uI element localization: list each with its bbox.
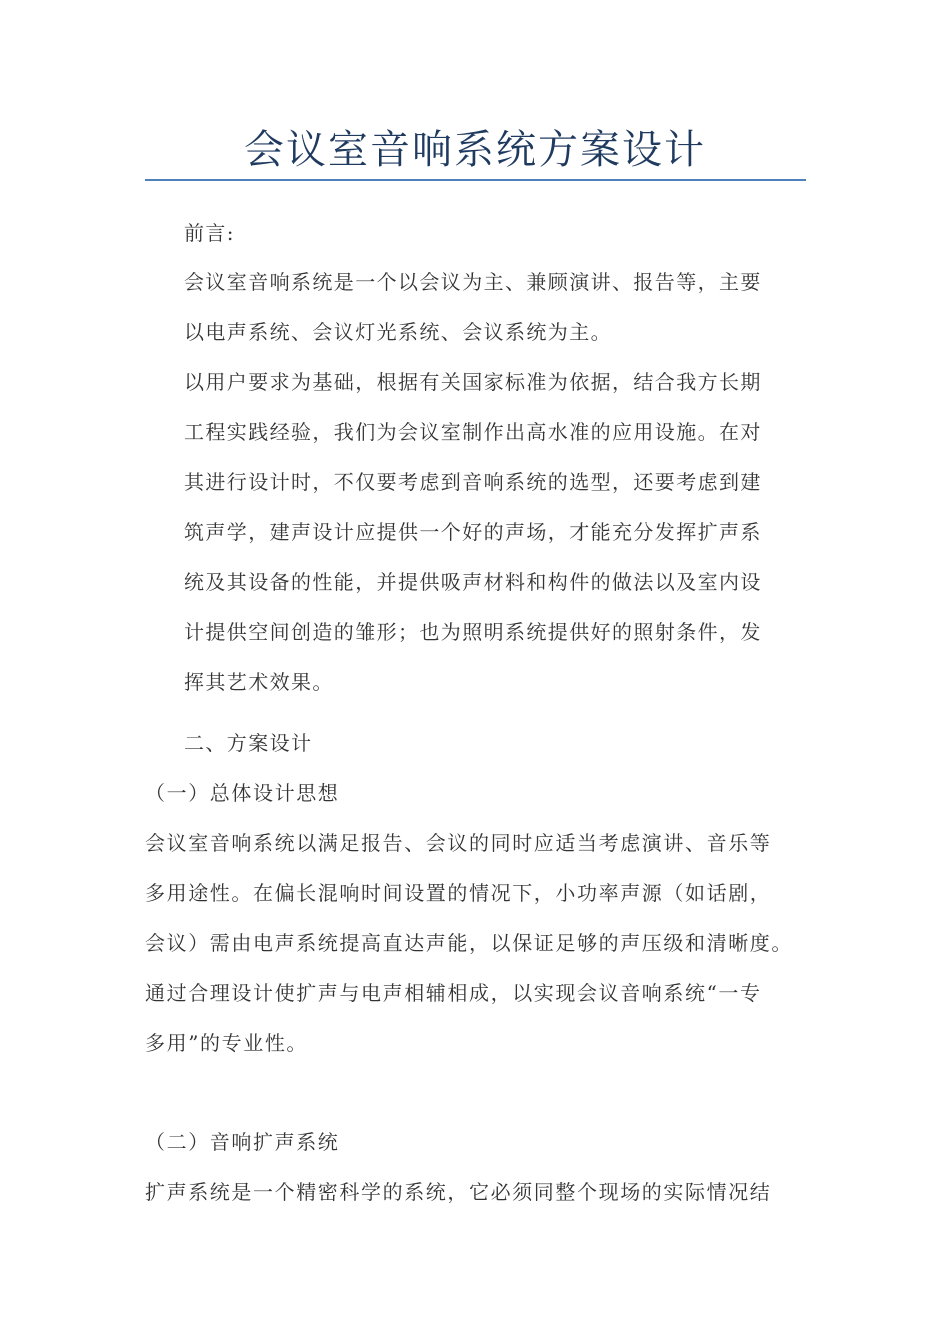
paragraph-line: 以电声系统、会议灯光系统、会议系统为主。 (184, 320, 612, 344)
paragraph-line: 挥其艺术效果。 (184, 670, 334, 694)
paragraph-line: 扩声系统是一个精密科学的系统，它必须同整个现场的实际情况结 (145, 1180, 772, 1204)
paragraph-line: 多用”的专业性。 (145, 1031, 309, 1055)
paragraph-line: 会议）需由电声系统提高直达声能，以保证足够的声压级和清晰度。 (145, 931, 793, 955)
paragraph-line: 会议室音响系统是一个以会议为主、兼顾演讲、报告等，主要 (184, 270, 762, 294)
paragraph-line: 统及其设备的性能，并提供吸声材料和构件的做法以及室内设 (184, 570, 762, 594)
title-underline (145, 179, 806, 181)
intro-label: 前言: (184, 221, 235, 245)
subsection-heading: （一）总体设计思想 (145, 781, 340, 805)
document-title: 会议室音响系统方案设计 (244, 127, 706, 173)
paragraph-line: 工程实践经验，我们为会议室制作出高水准的应用设施。在对 (184, 420, 762, 444)
paragraph-line: 会议室音响系统以满足报告、会议的同时应适当考虑演讲、音乐等 (145, 831, 772, 855)
paragraph-line: 多用途性。在偏长混响时间设置的情况下，小功率声源（如话剧， (145, 881, 772, 905)
subsection-heading: （二）音响扩声系统 (145, 1130, 340, 1154)
section-heading: 二、方案设计 (184, 731, 313, 755)
paragraph-line: 筑声学，建声设计应提供一个好的声场，才能充分发挥扩声系 (184, 520, 762, 544)
paragraph-line: 其进行设计时，不仅要考虑到音响系统的选型，还要考虑到建 (184, 470, 762, 494)
paragraph-line: 以用户要求为基础，根据有关国家标准为依据，结合我方长期 (184, 370, 762, 394)
paragraph-line: 计提供空间创造的雏形；也为照明系统提供好的照射条件，发 (184, 620, 762, 644)
paragraph-line: 通过合理设计使扩声与电声相辅相成，以实现会议音响系统“一专 (145, 981, 762, 1005)
